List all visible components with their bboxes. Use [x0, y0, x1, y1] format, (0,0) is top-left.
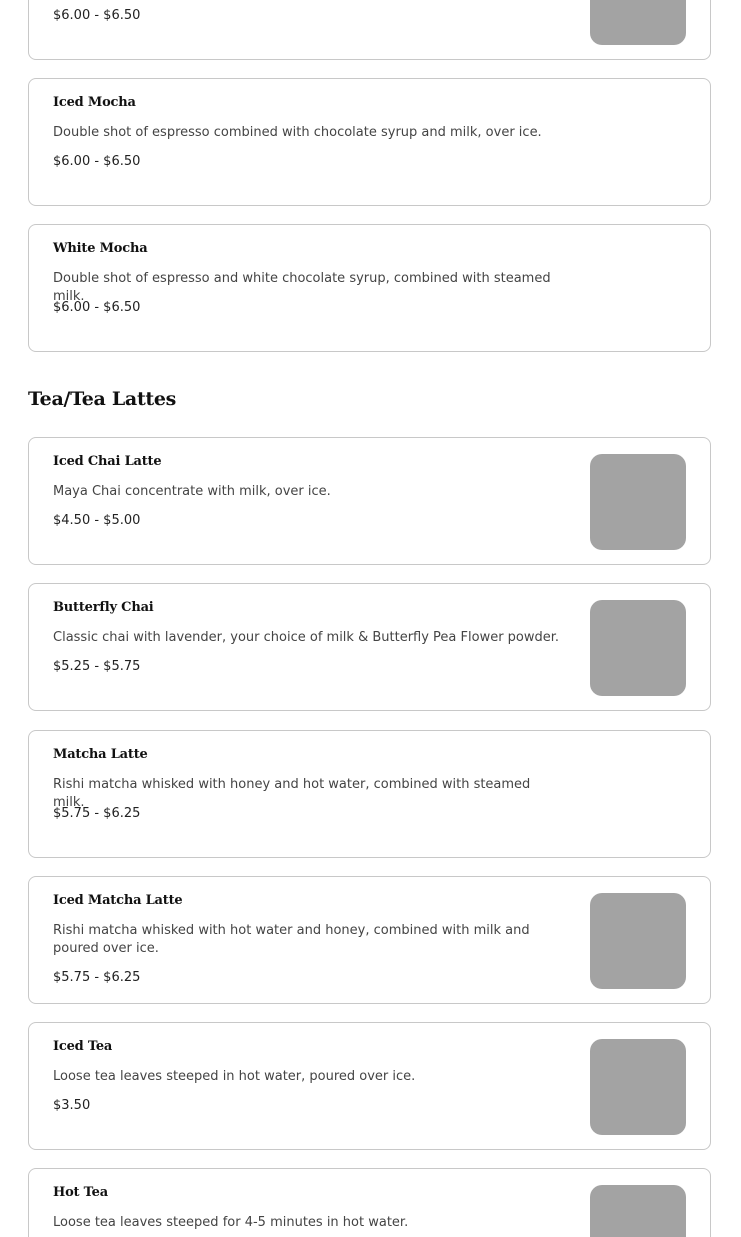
item-description: Loose tea leaves steeped for 4-5 minutes in hot water.: [53, 1215, 409, 1230]
section-title: Tea/Tea Lattes: [28, 388, 177, 410]
item-description: Double shot of espresso and white chocolate syrup, combined with steamed milk.: [53, 271, 551, 304]
item-price: $6.00 - $6.50: [53, 154, 141, 169]
menu-item-card[interactable]: [28, 437, 711, 565]
item-price: $3.50: [53, 1098, 91, 1113]
item-price: $6.00 - $6.50: [53, 300, 141, 315]
item-name: White Mocha: [53, 241, 148, 256]
item-image[interactable]: [590, 893, 686, 989]
item-name: Butterfly Chai: [53, 600, 154, 615]
menu-item-card[interactable]: [28, 1168, 711, 1237]
menu-item-card[interactable]: [28, 224, 711, 352]
item-name: Iced Matcha Latte: [53, 893, 183, 908]
menu-item-card[interactable]: [28, 1022, 711, 1150]
item-name: Matcha Latte: [53, 747, 148, 762]
item-description: Classic chai with lavender, your choice of milk & Butterfly Pea Flower powder.: [53, 630, 560, 645]
item-name: Iced Chai Latte: [53, 454, 162, 469]
item-description: Double shot of espresso combined with chocolate syrup and milk, over ice.: [53, 125, 542, 140]
item-description: Rishi matcha whisked with hot water and honey, combined with milk and poured over ice.: [53, 923, 530, 956]
item-description: Maya Chai concentrate with milk, over ice.: [53, 484, 331, 499]
item-image[interactable]: [590, 0, 686, 45]
item-price: $5.75 - $6.25: [53, 970, 141, 985]
item-name: Iced Mocha: [53, 95, 136, 110]
item-price: $5.75 - $6.25: [53, 806, 141, 821]
item-price: $5.25 - $5.75: [53, 659, 141, 674]
item-image[interactable]: [590, 1039, 686, 1135]
item-price: $4.50 - $5.00: [53, 513, 141, 528]
menu-item-card[interactable]: [28, 0, 711, 60]
item-image[interactable]: [590, 454, 686, 550]
item-description: Rishi matcha whisked with honey and hot water, combined with steamed milk.: [53, 777, 531, 810]
menu-item-card[interactable]: [28, 583, 711, 711]
menu-item-card[interactable]: [28, 78, 711, 206]
item-description: Loose tea leaves steeped in hot water, poured over ice.: [53, 1069, 416, 1084]
menu-item-card[interactable]: [28, 876, 711, 1004]
item-image[interactable]: [590, 600, 686, 696]
menu-item-card[interactable]: [28, 730, 711, 858]
item-name: Hot Tea: [53, 1185, 108, 1200]
item-name: Iced Tea: [53, 1039, 113, 1054]
item-image[interactable]: [590, 1185, 686, 1237]
item-price: $6.00 - $6.50: [53, 8, 141, 23]
